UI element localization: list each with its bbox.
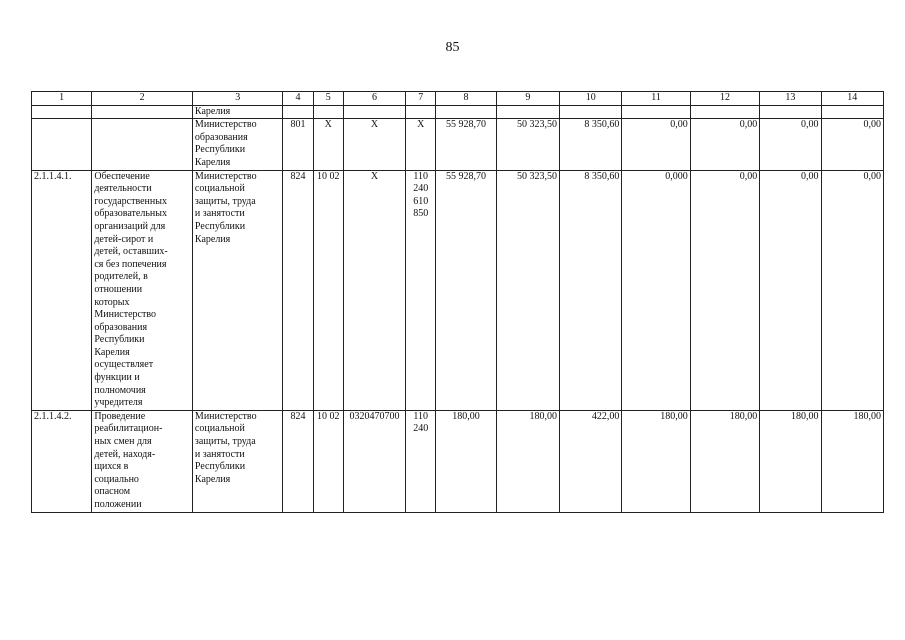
responsible-agency bbox=[192, 410, 283, 512]
col-header: 9 bbox=[496, 92, 559, 106]
cell-line: 110 bbox=[413, 170, 429, 182]
ministry-code bbox=[283, 105, 313, 119]
table-row bbox=[32, 105, 884, 119]
cell-line: Карелия bbox=[194, 473, 231, 485]
cell-line: защиты, труда bbox=[194, 195, 256, 207]
col-header: 2 bbox=[92, 92, 193, 106]
item-description bbox=[92, 170, 193, 410]
cell-line: Министерство bbox=[194, 170, 257, 182]
col-header: 8 bbox=[436, 92, 496, 106]
table-row bbox=[32, 410, 884, 512]
value-col8 bbox=[436, 105, 496, 119]
cell-line: детей, оставших- bbox=[94, 246, 168, 258]
cell-line: Республики bbox=[194, 144, 246, 156]
cell-line: и занятости bbox=[194, 448, 245, 460]
table-body bbox=[32, 105, 884, 512]
item-description bbox=[92, 410, 193, 512]
cell-line: организаций для bbox=[94, 220, 166, 232]
value-col9: 180,00 bbox=[496, 410, 559, 512]
cell-line: Республики bbox=[194, 220, 246, 232]
cell-line: положении bbox=[94, 499, 142, 510]
header-row bbox=[32, 92, 884, 106]
value-col8: 55 928,70 bbox=[436, 119, 496, 170]
cell-line: которых bbox=[94, 296, 130, 308]
target-article: 0320470700 bbox=[343, 410, 405, 512]
ministry-code: 824 bbox=[283, 410, 313, 512]
cell-line: образовательных bbox=[94, 208, 167, 220]
cell-line: 240 bbox=[413, 423, 429, 435]
cell-line: Министерство bbox=[194, 410, 257, 422]
col-header: 4 bbox=[283, 92, 313, 106]
value-col9 bbox=[496, 105, 559, 119]
expense-type bbox=[406, 170, 436, 410]
target-article: X bbox=[343, 119, 405, 170]
value-col14: 0,00 bbox=[821, 119, 883, 170]
value-col10: 8 350,60 bbox=[560, 170, 622, 410]
cell-line: и занятости bbox=[194, 208, 245, 220]
col-header: 13 bbox=[760, 92, 821, 106]
responsible-agency bbox=[192, 170, 283, 410]
col-header: 1 bbox=[32, 92, 92, 106]
cell-line: X bbox=[417, 119, 425, 131]
target-article bbox=[343, 105, 405, 119]
item-number bbox=[32, 105, 92, 119]
cell-line: государственных bbox=[94, 195, 167, 207]
value-col9: 50 323,50 bbox=[496, 170, 559, 410]
cell-line: Проведение bbox=[94, 410, 146, 422]
value-col12: 0,00 bbox=[690, 119, 759, 170]
cell-line: ных смен для bbox=[94, 436, 152, 448]
value-col10 bbox=[560, 105, 622, 119]
cell-line: 850 bbox=[413, 208, 429, 220]
cell-line: отношении bbox=[94, 283, 143, 295]
expense-type bbox=[406, 410, 436, 512]
item-description bbox=[92, 119, 193, 170]
cell-line: социальной bbox=[194, 423, 245, 435]
expense-type bbox=[406, 105, 436, 119]
cell-line: Республики bbox=[94, 334, 145, 346]
cell-line: Республики bbox=[194, 461, 246, 473]
value-col12: 0,00 bbox=[690, 170, 759, 410]
cell-line: опасном bbox=[94, 486, 131, 498]
expense-type bbox=[406, 119, 436, 170]
cell-line: социальной bbox=[194, 183, 245, 195]
value-col10: 422,00 bbox=[560, 410, 622, 512]
value-col11: 0,00 bbox=[622, 119, 690, 170]
cell-line: щихся в bbox=[94, 461, 129, 473]
section-code bbox=[313, 105, 343, 119]
col-header: 6 bbox=[343, 92, 405, 106]
col-header: 10 bbox=[560, 92, 622, 106]
cell-line: образования bbox=[94, 321, 148, 333]
cell-line: 110 bbox=[413, 410, 429, 422]
budget-table bbox=[31, 91, 884, 513]
item-number: 2.1.1.4.1. bbox=[32, 170, 92, 410]
responsible-agency bbox=[192, 105, 283, 119]
page-number: 85 bbox=[445, 40, 460, 55]
cell-line: Обеспечение bbox=[94, 170, 150, 182]
cell-line: Министерство bbox=[94, 309, 156, 321]
value-col8: 55 928,70 bbox=[436, 170, 496, 410]
cell-line: 610 bbox=[413, 195, 429, 207]
col-header: 12 bbox=[690, 92, 759, 106]
section-code: X bbox=[313, 119, 343, 170]
target-article: X bbox=[343, 170, 405, 410]
cell-line: Карелия bbox=[194, 156, 231, 168]
responsible-agency bbox=[192, 119, 283, 170]
item-number: 2.1.1.4.2. bbox=[32, 410, 92, 512]
col-header: 3 bbox=[192, 92, 283, 106]
item-description bbox=[92, 105, 193, 119]
value-col9: 50 323,50 bbox=[496, 119, 559, 170]
cell-line: ся без попечения bbox=[94, 258, 167, 270]
table-row bbox=[32, 119, 884, 170]
cell-line: Карелия bbox=[194, 105, 231, 117]
value-col14: 180,00 bbox=[821, 410, 883, 512]
value-col11: 0,000 bbox=[622, 170, 690, 410]
cell-line: детей, находя- bbox=[94, 448, 156, 460]
value-col12: 180,00 bbox=[690, 410, 759, 512]
col-header: 5 bbox=[313, 92, 343, 106]
value-col13 bbox=[760, 105, 821, 119]
value-col13: 0,00 bbox=[760, 170, 821, 410]
cell-line: реабилитацион- bbox=[94, 423, 163, 435]
cell-line: защиты, труда bbox=[194, 436, 256, 448]
col-header: 11 bbox=[622, 92, 690, 106]
ministry-code: 801 bbox=[283, 119, 313, 170]
value-col11: 180,00 bbox=[622, 410, 690, 512]
section-code: 10 02 bbox=[313, 410, 343, 512]
col-header: 7 bbox=[406, 92, 436, 106]
cell-line: Карелия bbox=[194, 233, 231, 245]
value-col12 bbox=[690, 105, 759, 119]
cell-line: 240 bbox=[413, 183, 429, 195]
item-number bbox=[32, 119, 92, 170]
value-col14 bbox=[821, 105, 883, 119]
value-col13: 180,00 bbox=[760, 410, 821, 512]
ministry-code: 824 bbox=[283, 170, 313, 410]
cell-line: социально bbox=[94, 473, 139, 485]
col-header: 14 bbox=[821, 92, 883, 106]
cell-line: образования bbox=[194, 131, 248, 143]
value-col14: 0,00 bbox=[821, 170, 883, 410]
cell-line: учредителя bbox=[94, 397, 143, 409]
table-row bbox=[32, 170, 884, 410]
cell-line: Карелия bbox=[94, 346, 130, 358]
cell-line: осуществляет bbox=[94, 359, 154, 371]
cell-line: детей-сирот и bbox=[94, 233, 154, 245]
value-col11 bbox=[622, 105, 690, 119]
cell-line: полномочия bbox=[94, 384, 146, 396]
cell-line: функции и bbox=[94, 372, 140, 384]
cell-line: родителей, в bbox=[94, 271, 148, 283]
section-code: 10 02 bbox=[313, 170, 343, 410]
value-col13: 0,00 bbox=[760, 119, 821, 170]
cell-line: Министерство bbox=[194, 119, 257, 131]
value-col8: 180,00 bbox=[436, 410, 496, 512]
cell-line: деятельности bbox=[94, 183, 152, 195]
value-col10: 8 350,60 bbox=[560, 119, 622, 170]
